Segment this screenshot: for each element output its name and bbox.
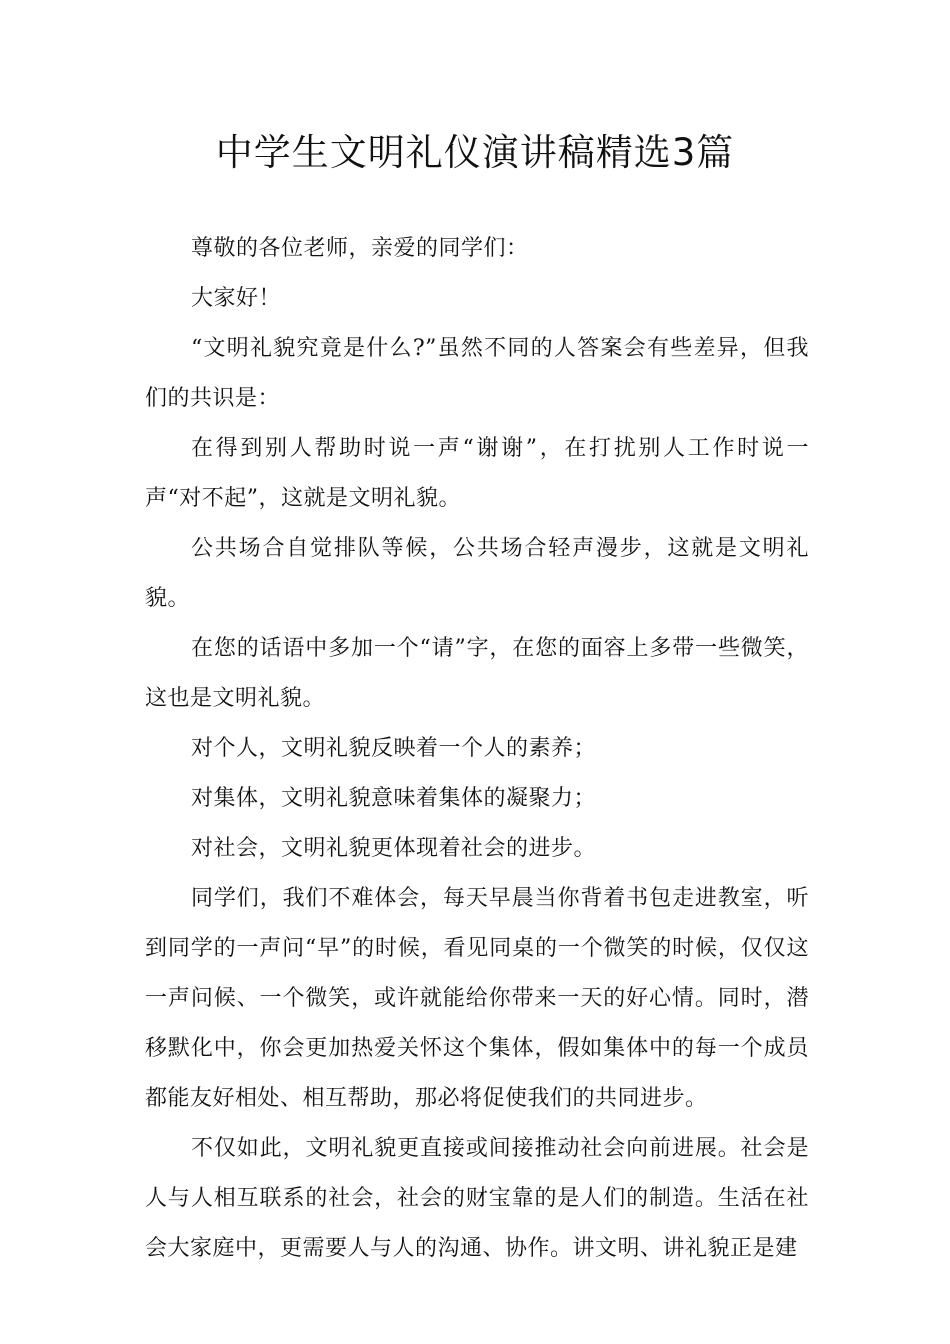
paragraph-thanks: 在得到别人帮助时说一声“谢谢”，在打扰别人工作时说一声“对不起”，这就是文明礼貌。 bbox=[145, 436, 809, 511]
paragraph-society: 对社会，文明礼貌更体现着社会的进步。 bbox=[191, 836, 597, 861]
paragraph-classmates: 同学们，我们不难体会，每天早晨当你背着书包走进教室，听到同学的一声问“早”的时候，看见同桌的一个微笑的时候，仅仅这一声问候、一个微笑，或许就能给你带来一天的好心情。同时，潜移默化中，你会更加热爱关怀这个集体，假如集体中的每一个成员都能友好相处、相互帮助，那必将促使我们的共同进步。 bbox=[145, 886, 809, 1111]
paragraph-public-places: 公共场合自觉排队等候，公共场合轻声漫步，这就是文明礼貌。 bbox=[145, 536, 809, 611]
paragraph-collective: 对集体，文明礼貌意味着集体的凝聚力； bbox=[191, 786, 597, 811]
paragraph-question: “文明礼貌究竟是什么?”虽然不同的人答案会有些差异，但我们的共识是： bbox=[145, 336, 809, 411]
paragraph-please-smile: 在您的话语中多加一个“请”字，在您的面容上多带一些微笑，这也是文明礼貌。 bbox=[145, 636, 809, 711]
paragraph-not-only: 不仅如此，文明礼貌更直接或间接推动社会向前进展。社会是人与人相互联系的社会，社会的财宝靠的是人们的制造。生活在社会大家庭中，更需要人与人的沟通、协作。讲文明、讲礼貌正是建 bbox=[145, 1136, 809, 1261]
paragraph-hello: 大家好！ bbox=[191, 286, 282, 311]
paragraph-individual: 对个人，文明礼貌反映着一个人的素养； bbox=[191, 736, 597, 761]
document-title: 中学生文明礼仪演讲稿精选3篇 bbox=[215, 131, 735, 174]
document-body bbox=[145, 224, 809, 1274]
paragraph-greeting: 尊敬的各位老师，亲爱的同学们： bbox=[191, 236, 529, 261]
